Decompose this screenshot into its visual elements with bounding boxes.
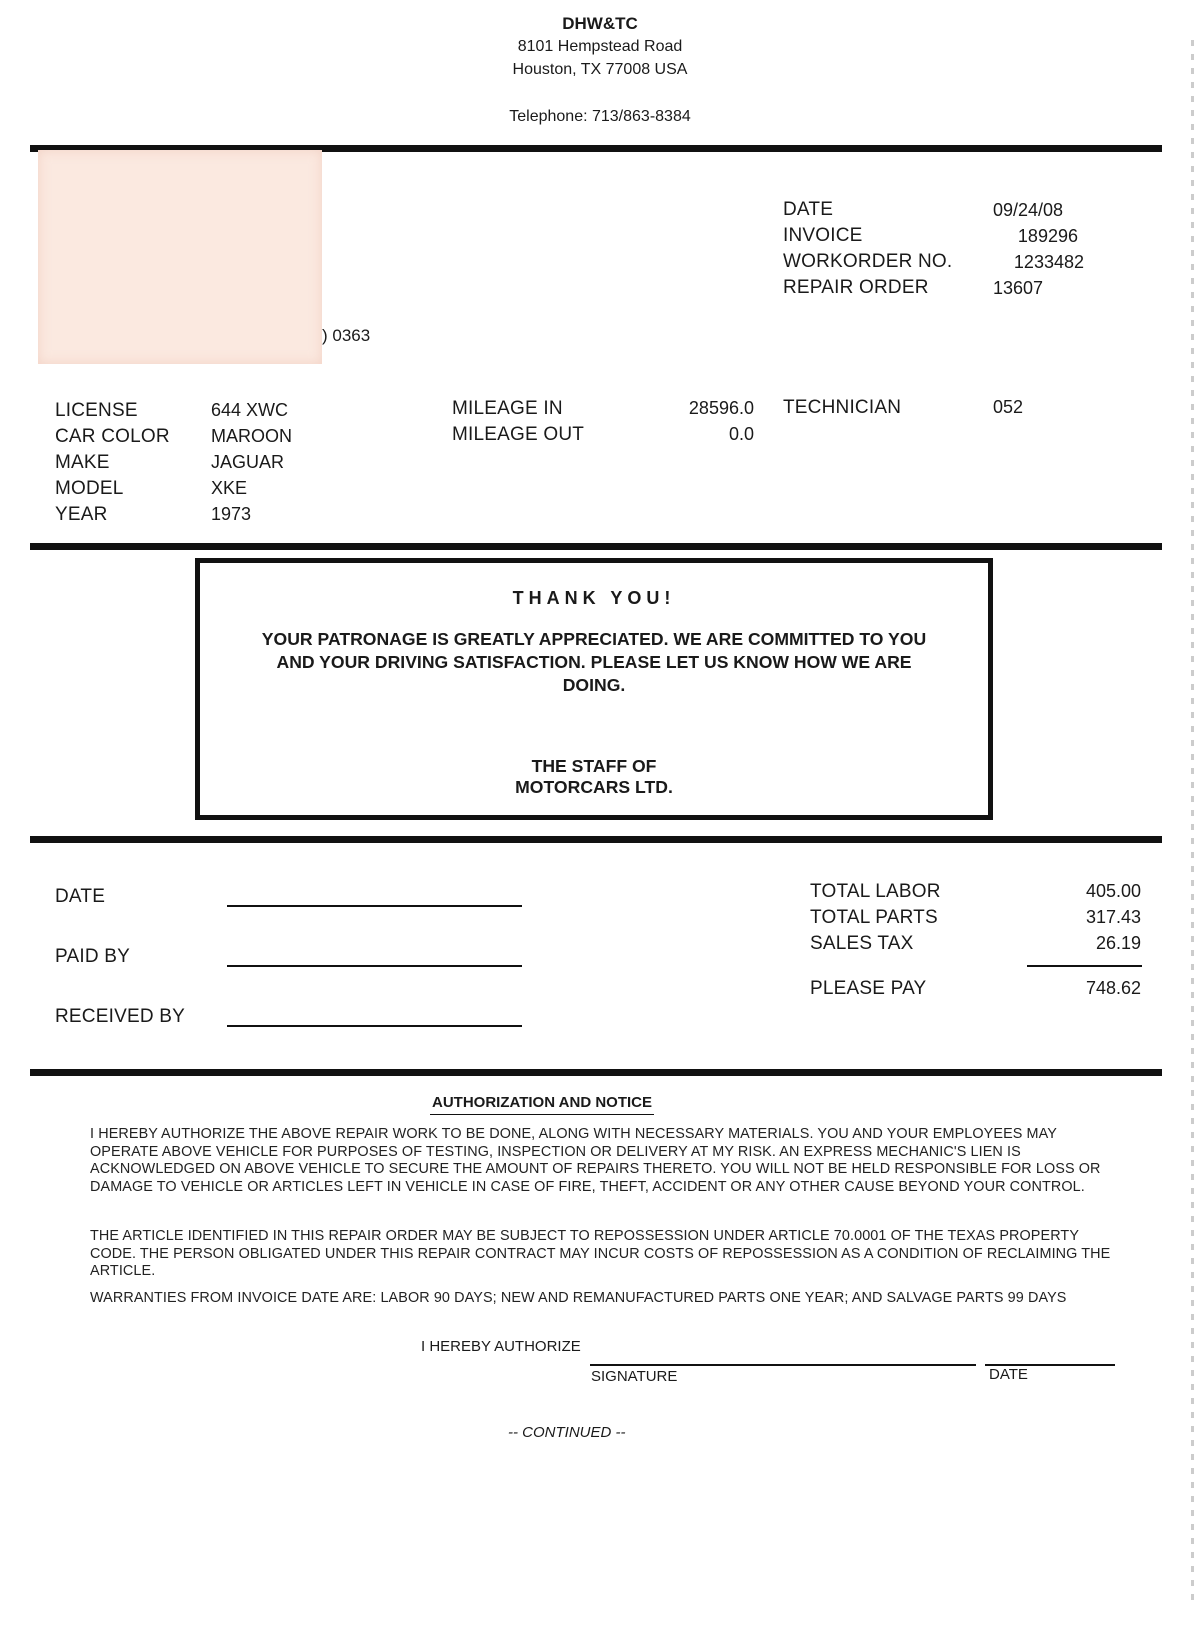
repair-order-label: REPAIR ORDER bbox=[783, 277, 929, 298]
authorize-label: I HEREBY AUTHORIZE bbox=[421, 1338, 581, 1355]
year-value: 1973 bbox=[211, 504, 252, 524]
staff-signoff-line1: THE STAFF OF bbox=[531, 756, 657, 776]
signature-date-label: DATE bbox=[989, 1366, 1028, 1383]
paid-by-label: PAID BY bbox=[55, 946, 130, 967]
paid-by-line[interactable] bbox=[227, 965, 522, 967]
signature-label: SIGNATURE bbox=[591, 1368, 678, 1385]
company-telephone: Telephone: 713/863-8384 bbox=[509, 108, 691, 125]
sales-tax-value: 26.19 bbox=[1095, 933, 1141, 953]
company-address-line2: Houston, TX 77008 USA bbox=[512, 61, 688, 78]
staff-signoff-line2: MOTORCARS LTD. bbox=[515, 777, 673, 797]
technician-value: 052 bbox=[993, 397, 1024, 417]
continued-notice: -- CONTINUED -- bbox=[508, 1424, 626, 1441]
thank-you-line3: DOING. bbox=[562, 675, 626, 695]
warranty-paragraph: WARRANTIES FROM INVOICE DATE ARE: LABOR 90 DAYS; NEW AND REMANUFACTURED PARTS ONE YEAR; AND SALVAGE PARTS 99 DAYS bbox=[90, 1290, 1067, 1306]
authorization-heading: AUTHORIZATION AND NOTICE bbox=[430, 1094, 654, 1115]
vehicle-divider bbox=[30, 543, 1162, 550]
invoice-label: INVOICE bbox=[783, 225, 863, 246]
make-label: MAKE bbox=[55, 452, 110, 473]
received-by-label: RECEIVED BY bbox=[55, 1006, 185, 1027]
repossession-paragraph: THE ARTICLE IDENTIFIED IN THIS REPAIR ORDER MAY BE SUBJECT TO REPOSSESSION UNDER ARTICLE 70.0001 OF THE TEXAS PROPERTY CODE. THE PERSON OBLIGATED UNDER THIS REPAIR CONTRACT MAY INCUR COSTS OF REPOSSESSION AS A CONDITION OF RECLAIMING THE ARTICLE. bbox=[90, 1228, 1111, 1279]
received-by-line[interactable] bbox=[227, 1025, 522, 1027]
workorder-value: 1233482 bbox=[1013, 252, 1084, 272]
signature-line[interactable] bbox=[590, 1364, 976, 1366]
payment-date-label: DATE bbox=[55, 886, 106, 907]
date-value: 09/24/08 bbox=[993, 200, 1064, 220]
total-underline bbox=[1027, 965, 1142, 967]
total-labor-value: 405.00 bbox=[1085, 881, 1141, 901]
repair-order-value: 13607 bbox=[993, 278, 1044, 298]
total-parts-label: TOTAL PARTS bbox=[810, 907, 938, 928]
invoice-value: 189296 bbox=[1017, 226, 1078, 246]
payment-date-line[interactable] bbox=[227, 905, 522, 907]
date-label: DATE bbox=[783, 199, 834, 220]
workorder-label: WORKORDER NO. bbox=[783, 251, 953, 272]
model-label: MODEL bbox=[55, 478, 124, 499]
car-color-value: MAROON bbox=[211, 426, 292, 446]
please-pay-label: PLEASE PAY bbox=[810, 978, 927, 999]
license-label: LICENSE bbox=[55, 400, 138, 421]
total-labor-label: TOTAL LABOR bbox=[810, 881, 941, 902]
redacted-customer-block bbox=[38, 150, 322, 364]
authorization-paragraph: I HEREBY AUTHORIZE THE ABOVE REPAIR WORK TO BE DONE, ALONG WITH NECESSARY MATERIALS. YOU AND YOUR EMPLOYEES MAY OPERATE ABOVE VEHICLE FOR PURPOSES OF TESTING, INSPECTION OR DELIVERY AT MY RISK. AN EXPRESS MECHANIC'S LIEN IS ACKNOWLEDGED ON ABOVE VEHICLE TO SECURE THE AMOUNT OF REPAIRS THERETO. YOU WILL NOT BE HELD RESPONSIBLE FOR LOSS OR DAMAGE TO VEHICLE OR ARTICLES LEFT IN VEHICLE IN CASE OF FIRE, THEFT, ACCIDENT OR ANY OTHER CAUSE BEYOND YOUR CONTROL. bbox=[90, 1126, 1101, 1195]
thank-you-divider bbox=[30, 836, 1162, 843]
mileage-out-label: MILEAGE OUT bbox=[452, 424, 585, 445]
mileage-in-value: 28596.0 bbox=[688, 398, 754, 418]
license-value: 644 XWC bbox=[211, 400, 289, 420]
year-label: YEAR bbox=[55, 504, 108, 525]
customer-phone-fragment: ) 0363 bbox=[322, 326, 371, 345]
scan-edge bbox=[1191, 40, 1194, 1600]
total-parts-value: 317.43 bbox=[1085, 907, 1141, 927]
make-value: JAGUAR bbox=[211, 452, 285, 472]
thank-you-box bbox=[195, 558, 993, 820]
please-pay-value: 748.62 bbox=[1085, 978, 1141, 998]
mileage-in-label: MILEAGE IN bbox=[452, 398, 563, 419]
payment-divider bbox=[30, 1069, 1162, 1076]
thank-you-line1: YOUR PATRONAGE IS GREATLY APPRECIATED. WE ARE COMMITTED TO YOU bbox=[261, 629, 927, 649]
thank-you-line2: AND YOUR DRIVING SATISFACTION. PLEASE LET US KNOW HOW WE ARE bbox=[276, 652, 912, 672]
company-name: DHW&TC bbox=[562, 14, 638, 33]
sales-tax-label: SALES TAX bbox=[810, 933, 914, 954]
thank-you-title: THANK YOU! bbox=[512, 588, 676, 608]
company-address-line1: 8101 Hempstead Road bbox=[517, 38, 683, 55]
mileage-out-value: 0.0 bbox=[728, 424, 754, 444]
model-value: XKE bbox=[211, 478, 248, 498]
technician-label: TECHNICIAN bbox=[783, 397, 902, 418]
car-color-label: CAR COLOR bbox=[55, 426, 170, 447]
